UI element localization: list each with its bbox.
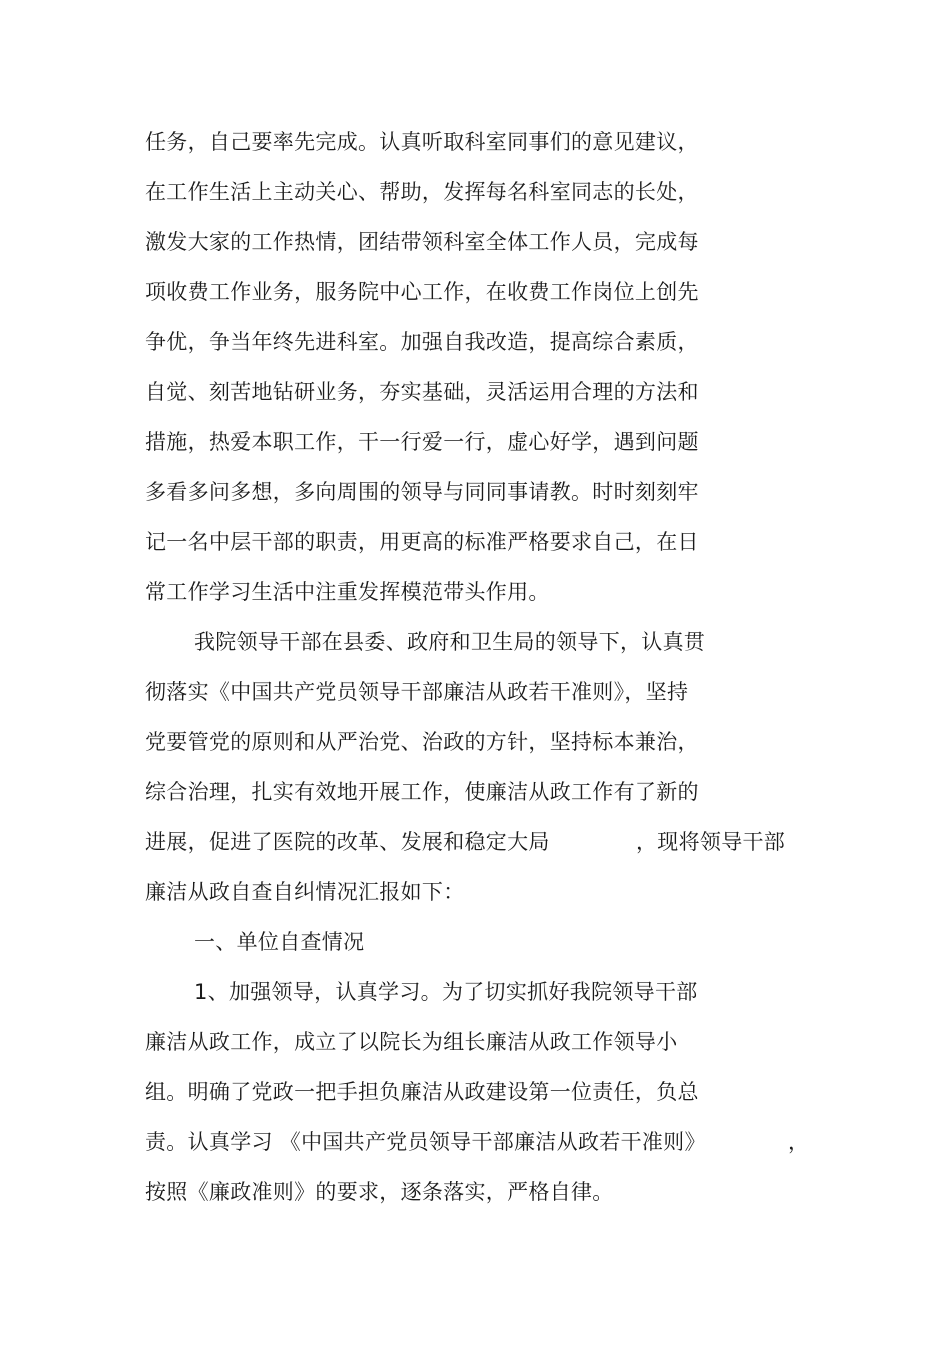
text-segment: ， [788,1130,810,1154]
text-line: 廉洁从政工作，成立了以院长为组长廉洁从政工作领导小 [145,1030,678,1054]
text-line: 争优，争当年终先进科室。加强自我改造，提高综合素质， [145,330,699,354]
text-line: 组。明确了党政一把手担负廉洁从政建设第一位责任，负总 [145,1080,699,1104]
text-line: 彻落实《中国共产党员领导干部廉洁从政若干准则》，坚持 [145,680,689,704]
text-line: 措施，热爱本职工作，干一行爱一行，虚心好学，遇到问题 [145,430,699,454]
text-line: 按照《廉政准则》的要求，逐条落实，严格自律。 [145,1180,614,1204]
text-line: 我院领导干部在县委、政府和卫生局的领导下，认真贯 [194,630,706,654]
section-heading: 一、单位自查情况 [194,930,365,954]
text-line: 项收费工作业务，服务院中心工作，在收费工作岗位上创先 [145,280,699,304]
text-line: 在工作生活上主动关心、帮助，发挥每名科室同志的长处， [145,180,699,204]
text-segment: ，现将领导干部 [636,830,786,854]
text-line: 自觉、刻苦地钻研业务，夯实基础，灵活运用合理的方法和 [145,380,699,404]
text-segment: 进展，促进了医院的改革、发展和稳定大局 [145,830,550,854]
text-line: 任务，自己要率先完成。认真听取科室同事们的意见建议， [145,130,699,154]
text-line [145,829,805,855]
text-line: 记一名中层干部的职责，用更高的标准严格要求自己，在日 [145,530,699,554]
text-line: 激发大家的工作热情，团结带领科室全体工作人员，完成每 [145,230,699,254]
text-line: 1、加强领导，认真学习。为了切实抓好我院领导干部 [194,980,698,1004]
text-line [145,1129,815,1155]
text-line: 多看多问多想，多向周围的领导与同同事请教。时时刻刻牢 [145,480,699,504]
text-segment: 责。认真学习 《中国共产党员领导干部廉洁从政若干准则》 [145,1130,706,1154]
text-line: 常工作学习生活中注重发挥模范带头作用。 [145,580,550,604]
text-line: 廉洁从政自查自纠情况汇报如下： [145,880,465,904]
text-line: 综合治理，扎实有效地开展工作，使廉洁从政工作有了新的 [145,780,699,804]
text-line: 党要管党的原则和从严治党、治政的方针，坚持标本兼治， [145,730,699,754]
